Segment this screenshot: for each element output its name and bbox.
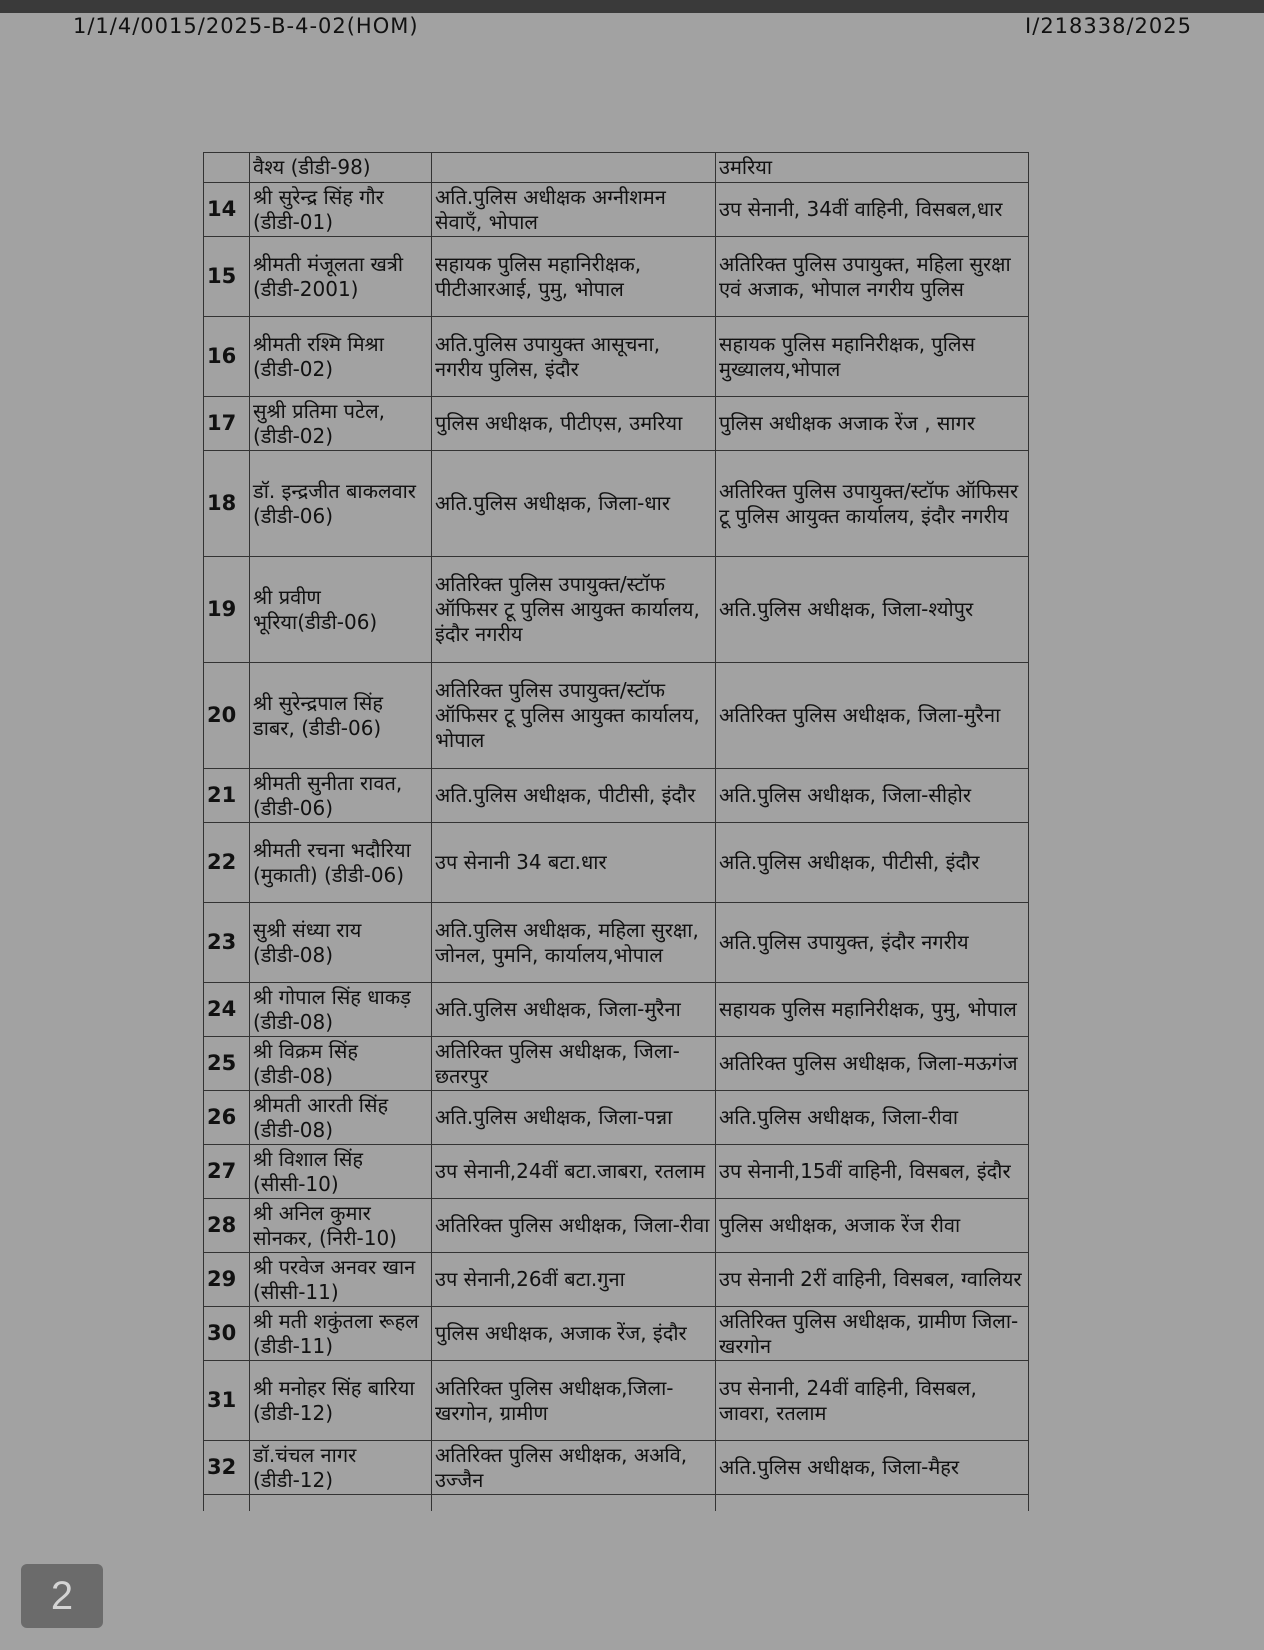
table-row — [204, 1091, 1029, 1145]
table-row — [204, 903, 1029, 983]
table-row — [204, 1441, 1029, 1495]
table-row — [204, 1037, 1029, 1091]
table-row — [204, 1307, 1029, 1361]
table-row — [204, 1361, 1029, 1441]
current-posting-cell: अतिरिक्त पुलिस अधीक्षक, अअवि, उज्जैन — [432, 1441, 716, 1495]
current-posting-cell: अतिरिक्त पुलिस अधीक्षक, जिला-छतरपुर — [432, 1037, 716, 1091]
serial-number-cell: 24 — [204, 983, 250, 1037]
serial-number-cell: 20 — [204, 663, 250, 769]
table-row — [204, 1145, 1029, 1199]
officer-name-cell: श्रीमती रश्मि मिश्रा (डीडी-02) — [250, 317, 432, 397]
new-posting-cell: अति.पुलिस अधीक्षक, पीटीसी, इंदौर — [716, 823, 1029, 903]
officer-name-cell: डॉ.चंचल नागर (डीडी-12) — [250, 1441, 432, 1495]
serial-number-cell: 30 — [204, 1307, 250, 1361]
officer-name-cell: श्री विक्रम सिंह (डीडी-08) — [250, 1037, 432, 1091]
reference-number: I/218338/2025 — [1025, 14, 1192, 38]
top-bar — [0, 0, 1264, 13]
officer-name-cell: श्री सुरेन्द्रपाल सिंह डाबर, (डीडी-06) — [250, 663, 432, 769]
officer-name-cell: श्री गोपाल सिंह धाकड़ (डीडी-08) — [250, 983, 432, 1037]
table-row — [204, 317, 1029, 397]
new-posting-cell: अति.पुलिस अधीक्षक, जिला-श्योपुर — [716, 557, 1029, 663]
officer-name-cell: श्रीमती आरती सिंह (डीडी-08) — [250, 1091, 432, 1145]
current-posting-cell: अति.पुलिस अधीक्षक, जिला-मुरैना — [432, 983, 716, 1037]
officer-name-cell: श्री सुरेन्द्र सिंह गौर (डीडी-01) — [250, 183, 432, 237]
new-posting-cell: अति.पुलिस अधीक्षक, जिला-रीवा — [716, 1091, 1029, 1145]
current-posting-cell: अतिरिक्त पुलिस अधीक्षक,जिला-खरगोन, ग्रामीण — [432, 1361, 716, 1441]
page-number-badge[interactable]: 2 — [21, 1564, 103, 1628]
serial-number-cell: 28 — [204, 1199, 250, 1253]
table-row — [204, 769, 1029, 823]
officer-name-cell: श्री मनोहर सिंह बारिया (डीडी-12) — [250, 1361, 432, 1441]
current-posting-cell: अतिरिक्त पुलिस उपायुक्त/स्टॉफ ऑफिसर टू पुलिस आयुक्त कार्यालय, इंदौर नगरीय — [432, 557, 716, 663]
new-posting-cell: अति.पुलिस अधीक्षक, जिला-मैहर — [716, 1441, 1029, 1495]
serial-number-cell: 19 — [204, 557, 250, 663]
table-row — [204, 397, 1029, 451]
officer-name-cell: वैश्य (डीडी-98) — [250, 153, 432, 183]
empty-cell — [250, 1495, 432, 1512]
officer-name-cell: श्रीमती सुनीता रावत, (डीडी-06) — [250, 769, 432, 823]
current-posting-cell: अति.पुलिस अधीक्षक अग्नीशमन सेवाएँ, भोपाल — [432, 183, 716, 237]
officer-name-cell: डॉ. इन्द्रजीत बाकलवार (डीडी-06) — [250, 451, 432, 557]
current-posting-cell — [432, 153, 716, 183]
current-posting-cell: उप सेनानी 34 बटा.धार — [432, 823, 716, 903]
file-number: 1/1/4/0015/2025-B-4-02(HOM) — [73, 14, 419, 38]
table-row — [204, 983, 1029, 1037]
new-posting-cell: अति.पुलिस उपायुक्त, इंदौर नगरीय — [716, 903, 1029, 983]
officer-name-cell: श्रीमती मंजूलता खत्री (डीडी-2001) — [250, 237, 432, 317]
serial-number-cell: 27 — [204, 1145, 250, 1199]
new-posting-cell: अतिरिक्त पुलिस अधीक्षक, जिला-मऊगंज — [716, 1037, 1029, 1091]
transfer-table-body — [204, 153, 1029, 1512]
serial-number-cell: 31 — [204, 1361, 250, 1441]
current-posting-cell: पुलिस अधीक्षक, पीटीएस, उमरिया — [432, 397, 716, 451]
new-posting-cell: पुलिस अधीक्षक, अजाक रेंज रीवा — [716, 1199, 1029, 1253]
officer-name-cell: श्रीमती रचना भदौरिया (मुकाती) (डीडी-06) — [250, 823, 432, 903]
transfer-table — [203, 152, 1029, 1511]
serial-number-cell: 18 — [204, 451, 250, 557]
serial-number-cell: 21 — [204, 769, 250, 823]
empty-cell — [432, 1495, 716, 1512]
current-posting-cell: अति.पुलिस अधीक्षक, पीटीसी, इंदौर — [432, 769, 716, 823]
serial-number-cell: 17 — [204, 397, 250, 451]
empty-cell — [204, 1495, 250, 1512]
current-posting-cell: सहायक पुलिस महानिरीक्षक, पीटीआरआई, पुमु, भोपाल — [432, 237, 716, 317]
table-row — [204, 451, 1029, 557]
new-posting-cell: अतिरिक्त पुलिस अधीक्षक, ग्रामीण जिला-खरगोन — [716, 1307, 1029, 1361]
officer-name-cell: सुश्री प्रतिमा पटेल, (डीडी-02) — [250, 397, 432, 451]
current-posting-cell: अति.पुलिस उपायुक्त आसूचना, नगरीय पुलिस, इंदौर — [432, 317, 716, 397]
current-posting-cell: उप सेनानी,24वीं बटा.जाबरा, रतलाम — [432, 1145, 716, 1199]
officer-name-cell: श्री प्रवीण भूरिया(डीडी-06) — [250, 557, 432, 663]
serial-number-cell: 22 — [204, 823, 250, 903]
table-row — [204, 237, 1029, 317]
serial-number-cell: 23 — [204, 903, 250, 983]
table-row — [204, 823, 1029, 903]
new-posting-cell: उमरिया — [716, 153, 1029, 183]
officer-name-cell: श्री विशाल सिंह (सीसी-10) — [250, 1145, 432, 1199]
officer-name-cell: श्री मती शकुंतला रूहल (डीडी-11) — [250, 1307, 432, 1361]
empty-cell — [716, 1495, 1029, 1512]
new-posting-cell: अतिरिक्त पुलिस उपायुक्त/स्टॉफ ऑफिसर टू पुलिस आयुक्त कार्यालय, इंदौर नगरीय — [716, 451, 1029, 557]
current-posting-cell: पुलिस अधीक्षक, अजाक रेंज, इंदौर — [432, 1307, 716, 1361]
serial-number-cell: 16 — [204, 317, 250, 397]
new-posting-cell: अतिरिक्त पुलिस उपायुक्त, महिला सुरक्षा एवं अजाक, भोपाल नगरीय पुलिस — [716, 237, 1029, 317]
table-row — [204, 557, 1029, 663]
serial-number-cell: 14 — [204, 183, 250, 237]
table-row — [204, 1253, 1029, 1307]
serial-number-cell: 25 — [204, 1037, 250, 1091]
table-row — [204, 663, 1029, 769]
new-posting-cell: उप सेनानी, 24वीं वाहिनी, विसबल, जावरा, रतलाम — [716, 1361, 1029, 1441]
officer-name-cell: सुश्री संध्या राय (डीडी-08) — [250, 903, 432, 983]
table-row — [204, 1199, 1029, 1253]
new-posting-cell: उप सेनानी, 34वीं वाहिनी, विसबल,धार — [716, 183, 1029, 237]
new-posting-cell: सहायक पुलिस महानिरीक्षक, पुमु, भोपाल — [716, 983, 1029, 1037]
table-row — [204, 183, 1029, 237]
new-posting-cell: सहायक पुलिस महानिरीक्षक, पुलिस मुख्यालय,भोपाल — [716, 317, 1029, 397]
current-posting-cell: उप सेनानी,26वीं बटा.गुना — [432, 1253, 716, 1307]
table-row-continuation — [204, 153, 1029, 183]
serial-number-cell: 29 — [204, 1253, 250, 1307]
serial-number-cell: 15 — [204, 237, 250, 317]
serial-number-cell — [204, 153, 250, 183]
current-posting-cell: अतिरिक्त पुलिस उपायुक्त/स्टॉफ ऑफिसर टू पुलिस आयुक्त कार्यालय, भोपाल — [432, 663, 716, 769]
current-posting-cell: अति.पुलिस अधीक्षक, महिला सुरक्षा, जोनल, पुमनि, कार्यालय,भोपाल — [432, 903, 716, 983]
officer-name-cell: श्री परवेज अनवर खान (सीसी-11) — [250, 1253, 432, 1307]
table-row-spacer — [204, 1495, 1029, 1512]
new-posting-cell: पुलिस अधीक्षक अजाक रेंज , सागर — [716, 397, 1029, 451]
serial-number-cell: 32 — [204, 1441, 250, 1495]
officer-name-cell: श्री अनिल कुमार सोनकर, (निरी-10) — [250, 1199, 432, 1253]
new-posting-cell: उप सेनानी 2रीं वाहिनी, विसबल, ग्वालियर — [716, 1253, 1029, 1307]
new-posting-cell: अतिरिक्त पुलिस अधीक्षक, जिला-मुरैना — [716, 663, 1029, 769]
serial-number-cell: 26 — [204, 1091, 250, 1145]
new-posting-cell: उप सेनानी,15वीं वाहिनी, विसबल, इंदौर — [716, 1145, 1029, 1199]
current-posting-cell: अतिरिक्त पुलिस अधीक्षक, जिला-रीवा — [432, 1199, 716, 1253]
new-posting-cell: अति.पुलिस अधीक्षक, जिला-सीहोर — [716, 769, 1029, 823]
current-posting-cell: अति.पुलिस अधीक्षक, जिला-पन्ना — [432, 1091, 716, 1145]
current-posting-cell: अति.पुलिस अधीक्षक, जिला-धार — [432, 451, 716, 557]
